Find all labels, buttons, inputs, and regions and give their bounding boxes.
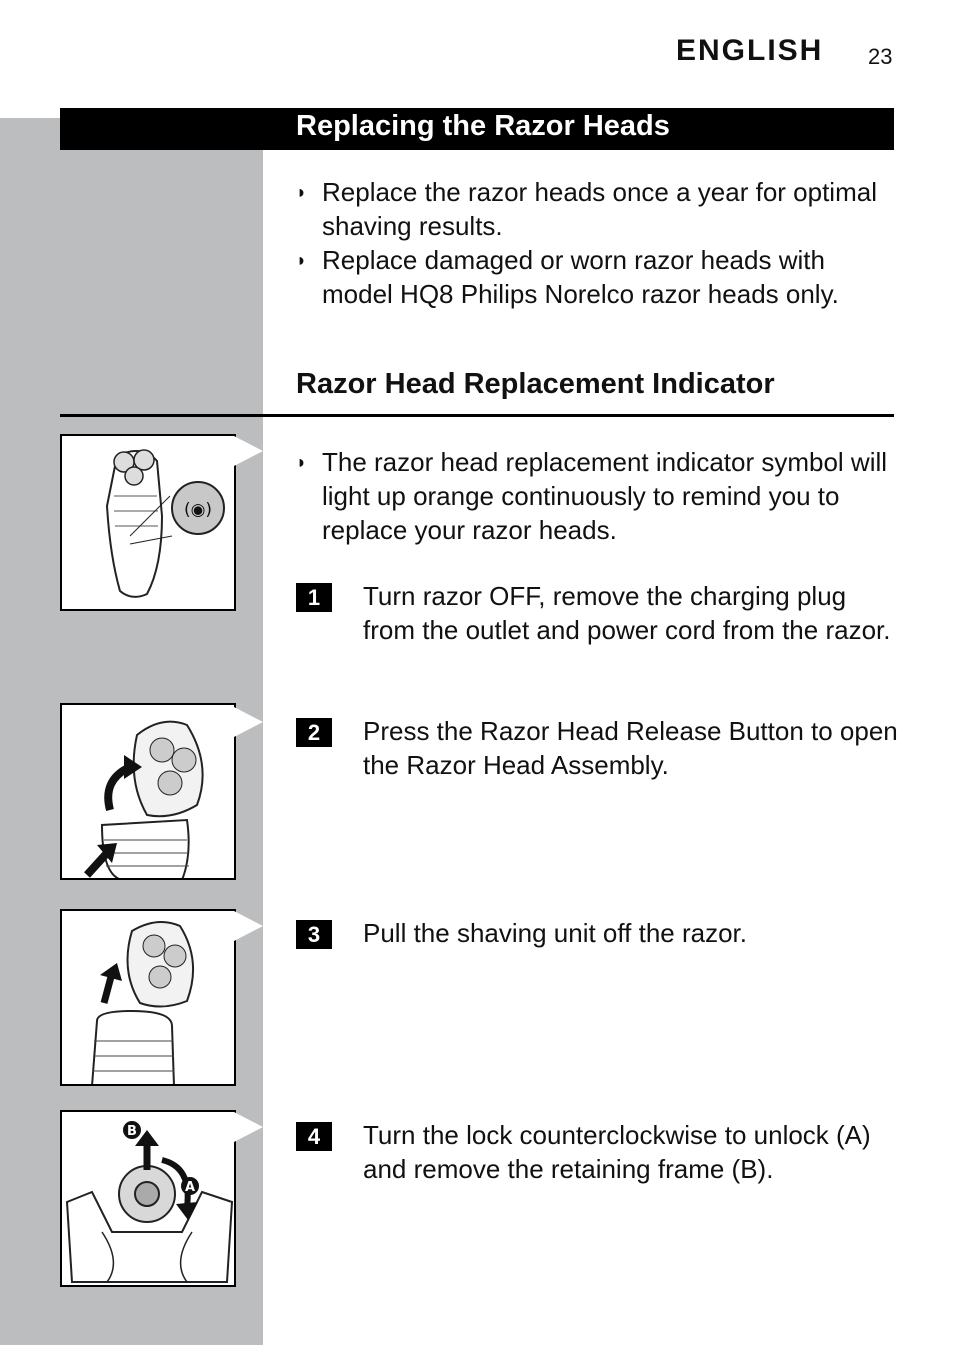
bullet-text: The razor head replacement indicator symbol will light up orange continuously to remind you to replace your razor heads. (322, 447, 888, 545)
language-label: ENGLISH (676, 34, 824, 67)
retaining-frame-illustration (60, 1110, 236, 1287)
razor-indicator-drawing (62, 436, 234, 609)
label-a: A (184, 1180, 196, 1195)
step-text: Press the Razor Head Release Button to open the Razor Head Assembly. (363, 716, 898, 780)
step-number: 2 (296, 718, 332, 747)
shaving-unit-drawing (62, 911, 234, 1084)
illustration-pointer (234, 1112, 263, 1142)
step-number: 3 (296, 920, 332, 949)
subsection-rule (60, 414, 894, 417)
illustration-pointer (234, 911, 263, 941)
open-head-drawing (62, 705, 234, 878)
bullet-icon: ◗ (296, 182, 307, 202)
razor-indicator-illustration (60, 434, 236, 611)
step-text: Pull the shaving unit off the razor. (363, 918, 747, 948)
svg-text:(◉): (◉) (183, 500, 213, 520)
bullet-icon: ◗ (296, 452, 307, 472)
step-text: Turn razor OFF, remove the charging plug from the outlet and power cord from the razor. (363, 581, 891, 645)
retaining-frame-drawing (62, 1112, 234, 1285)
subsection-heading: Razor Head Replacement Indicator (296, 368, 775, 400)
bullet-text: Replace the razor heads once a year for optimal shaving results. (322, 177, 877, 241)
title-rule (60, 148, 894, 150)
bullet-text: Replace damaged or worn razor heads with model HQ8 Philips Norelco razor heads only. (322, 245, 839, 309)
step-number: 1 (296, 583, 332, 612)
page-number: 23 (868, 44, 893, 69)
bullet-icon: ◗ (296, 250, 307, 270)
label-b: B (127, 1124, 137, 1139)
section-title-band (60, 108, 894, 148)
step-text: Turn the lock counterclockwise to unlock (A) and remove the retaining frame (B). (363, 1120, 871, 1184)
section-title: Replacing the Razor Heads (296, 110, 670, 142)
illustration-pointer (234, 436, 263, 466)
open-head-illustration (60, 703, 236, 880)
illustration-pointer (234, 707, 263, 737)
step-number: 4 (296, 1122, 332, 1151)
shaving-unit-illustration (60, 909, 236, 1086)
